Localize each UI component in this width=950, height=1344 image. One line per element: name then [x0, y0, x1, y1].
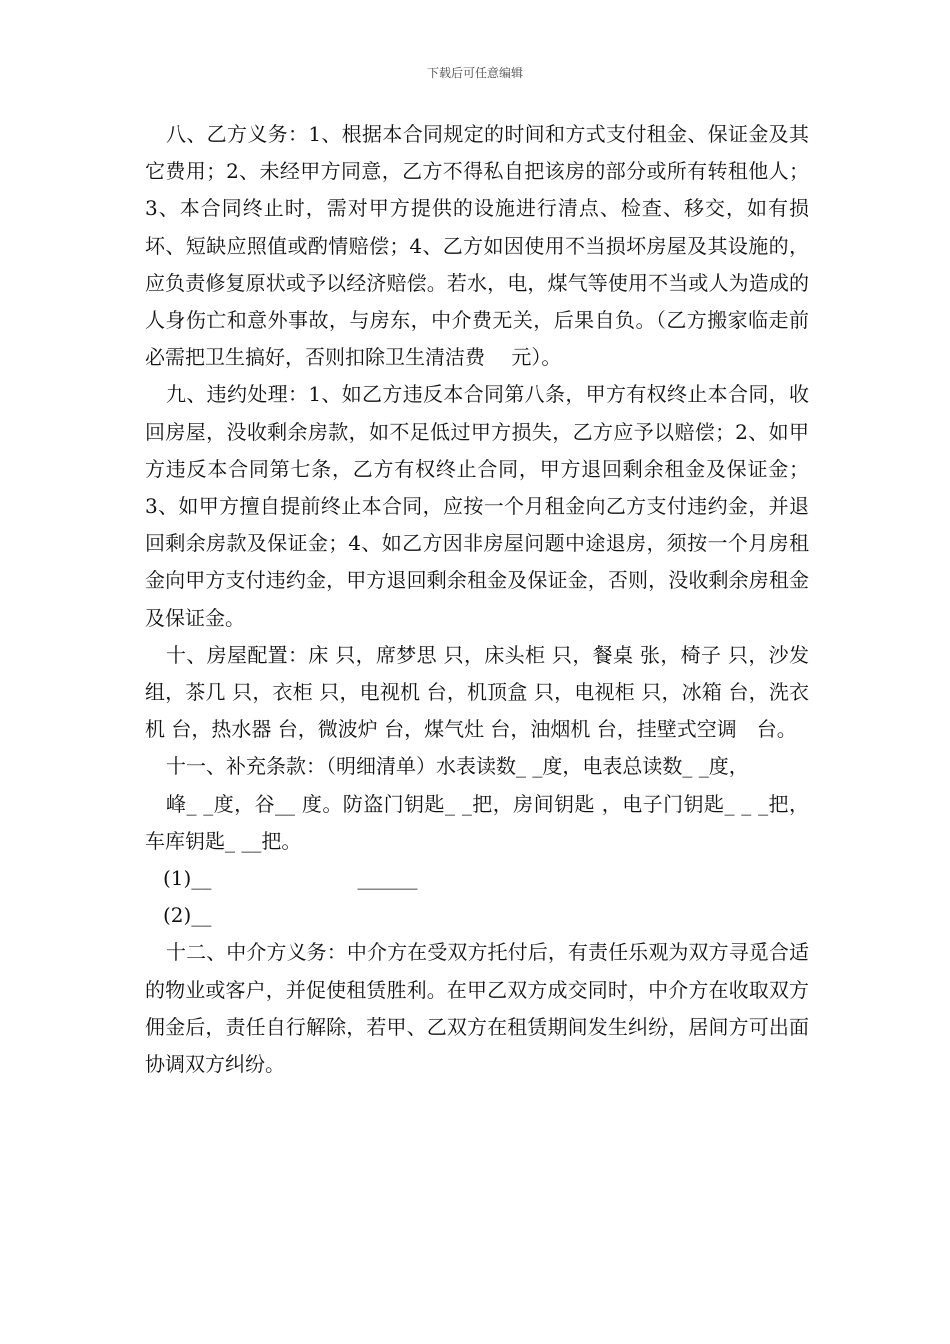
- supplementary-item-1: (1)__ ______: [163, 866, 418, 891]
- document-body: [145, 116, 809, 1083]
- clause-11-supplementary-terms: 十一、补充条款：（明细清单）水表读数_ _度，电表总读数_ _度，: [166, 754, 749, 779]
- clause-9-breach-handling: 九、违约处理：1、如乙方违反本合同第八条，甲方有权终止本合同，收回房屋，没收剩余房款，如不足低过甲方损失，乙方应予以赔偿；2、如甲方违反本合同第七条，乙方有权终止合同，甲方退回剩余租金及保证金；3、如甲方擅自提前终止本合同，应按一个月租金向乙方支付违约金，并退回剩余房款及保证金；4、如乙方因非房屋问题中途退房，须按一个月房租金向甲方支付违约金，甲方退回剩余租金及保证金，否则，没收剩余房租金及保证金。: [145, 382, 809, 630]
- clause-8-tenant-obligations: 八、乙方义务：1、根据本合同规定的时间和方式支付租金、保证金及其它费用；2、未经甲方同意，乙方不得私自把该房的部分或所有转租他人；3、本合同终止时，需对甲方提供的设施进行清点、检查、移交，如有损坏、短缺应照值或酌情赔偿；4、乙方如因使用不当损坏房屋及其设施的，应负责修复原状或予以经济赔偿。若水，电，煤气等使用不当或人为造成的人身伤亡和意外事故，与房东，中介费无关，后果自负。（乙方搬家临走前必需把卫生搞好，否则扣除卫生清洁费 元）。: [145, 122, 809, 370]
- clause-12-agent-obligations: 十二、中介方义务：中介方在受双方托付后，有责任乐观为双方寻觅合适的物业或客户，并促使租赁胜利。在甲乙双方成交同时，中介方在收取双方佣金后，责任自行解除，若甲、乙双方在租赁期间发生纠纷，居间方可出面协调双方纠纷。: [145, 940, 809, 1077]
- supplementary-item-2: (2)__: [163, 903, 212, 928]
- clause-11-meter-and-keys: 峰_ _度，谷__ 度。防盗门钥匙_ _把，房间钥匙 ，电子门钥匙_ _ _把，车库钥匙_ __把。: [145, 791, 809, 853]
- page-header: 下载后可任意编辑: [426, 66, 523, 80]
- clause-10-house-furnishings: 十、房屋配置：床 只，席梦思 只，床头柜 只，餐桌 张，椅子 只，沙发 组，茶几 只，衣柜 只，电视机 台，机顶盒 只，电视柜 只，冰箱 台，洗衣机 台，热水器 台，微波炉 台，煤气灶 台，油烟机 台，挂壁式空调 台。: [145, 642, 809, 742]
